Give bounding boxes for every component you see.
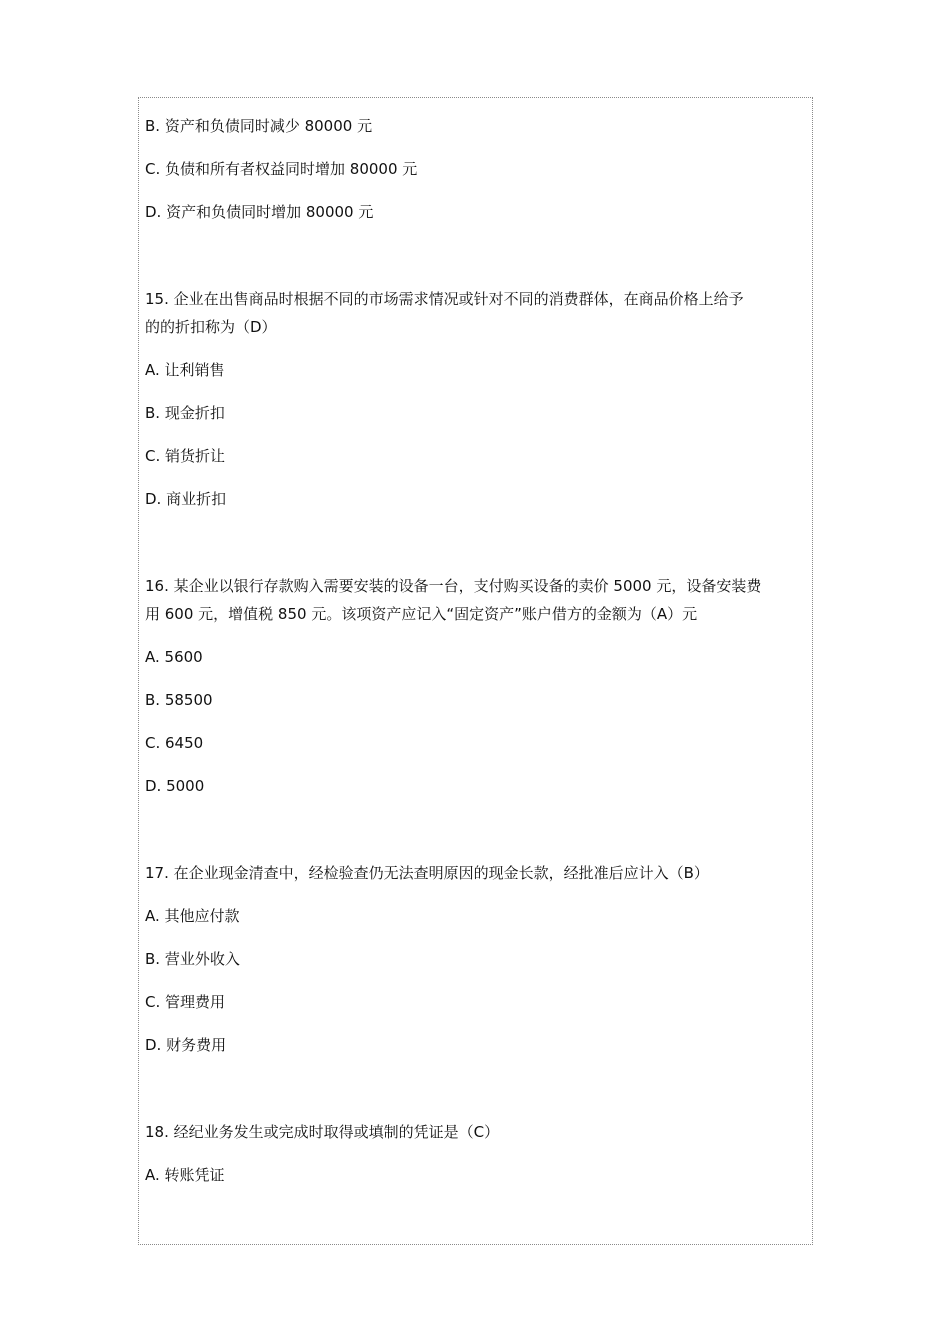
option-15-b: B. 现金折扣 xyxy=(145,404,225,422)
option-16-a: A. 5600 xyxy=(145,648,203,666)
question-16 xyxy=(145,572,807,800)
document-body xyxy=(145,112,807,1204)
option-14-b: B. 资产和负债同时减少 80000 元 xyxy=(145,117,373,135)
question-16-stem-line1: 16. 某企业以银行存款购入需要安装的设备一台，支付购买设备的卖价 5000 元，设备安装费 xyxy=(145,577,762,595)
option-18-a: A. 转账凭证 xyxy=(145,1166,225,1184)
option-15-c: C. 销货折让 xyxy=(145,447,226,465)
option-17-d: D. 财务费用 xyxy=(145,1036,227,1054)
option-15-d: D. 商业折扣 xyxy=(145,490,227,508)
option-16-d: D. 5000 xyxy=(145,777,205,795)
question-18-stem: 18. 经纪业务发生或完成时取得或填制的凭证是（C） xyxy=(145,1123,500,1141)
question-15-stem-line2: 的的折扣称为（D） xyxy=(145,318,277,336)
question-15-stem-line1: 15. 企业在出售商品时根据不同的市场需求情况或针对不同的消费群体，在商品价格上给予 xyxy=(145,290,744,308)
question-17 xyxy=(145,859,807,1059)
option-14-d: D. 资产和负债同时增加 80000 元 xyxy=(145,203,374,221)
question-18 xyxy=(145,1118,807,1189)
option-16-c: C. 6450 xyxy=(145,734,204,752)
question-15 xyxy=(145,285,807,513)
spacer xyxy=(145,815,807,859)
spacer xyxy=(145,528,807,572)
spacer xyxy=(145,241,807,285)
option-15-a: A. 让利销售 xyxy=(145,361,225,379)
option-17-b: B. 营业外收入 xyxy=(145,950,240,968)
option-17-a: A. 其他应付款 xyxy=(145,907,240,925)
question-17-stem: 17. 在企业现金清查中，经检验查仍无法查明原因的现金长款，经批准后应计入（B） xyxy=(145,864,709,882)
option-14-c: C. 负债和所有者权益同时增加 80000 元 xyxy=(145,160,418,178)
question-14-options xyxy=(145,112,807,226)
option-17-c: C. 管理费用 xyxy=(145,993,226,1011)
option-16-b: B. 58500 xyxy=(145,691,213,709)
question-16-stem-line2: 用 600 元，增值税 850 元。该项资产应记入“固定资产”账户借方的金额为（A）元 xyxy=(145,605,698,623)
spacer xyxy=(145,1074,807,1118)
